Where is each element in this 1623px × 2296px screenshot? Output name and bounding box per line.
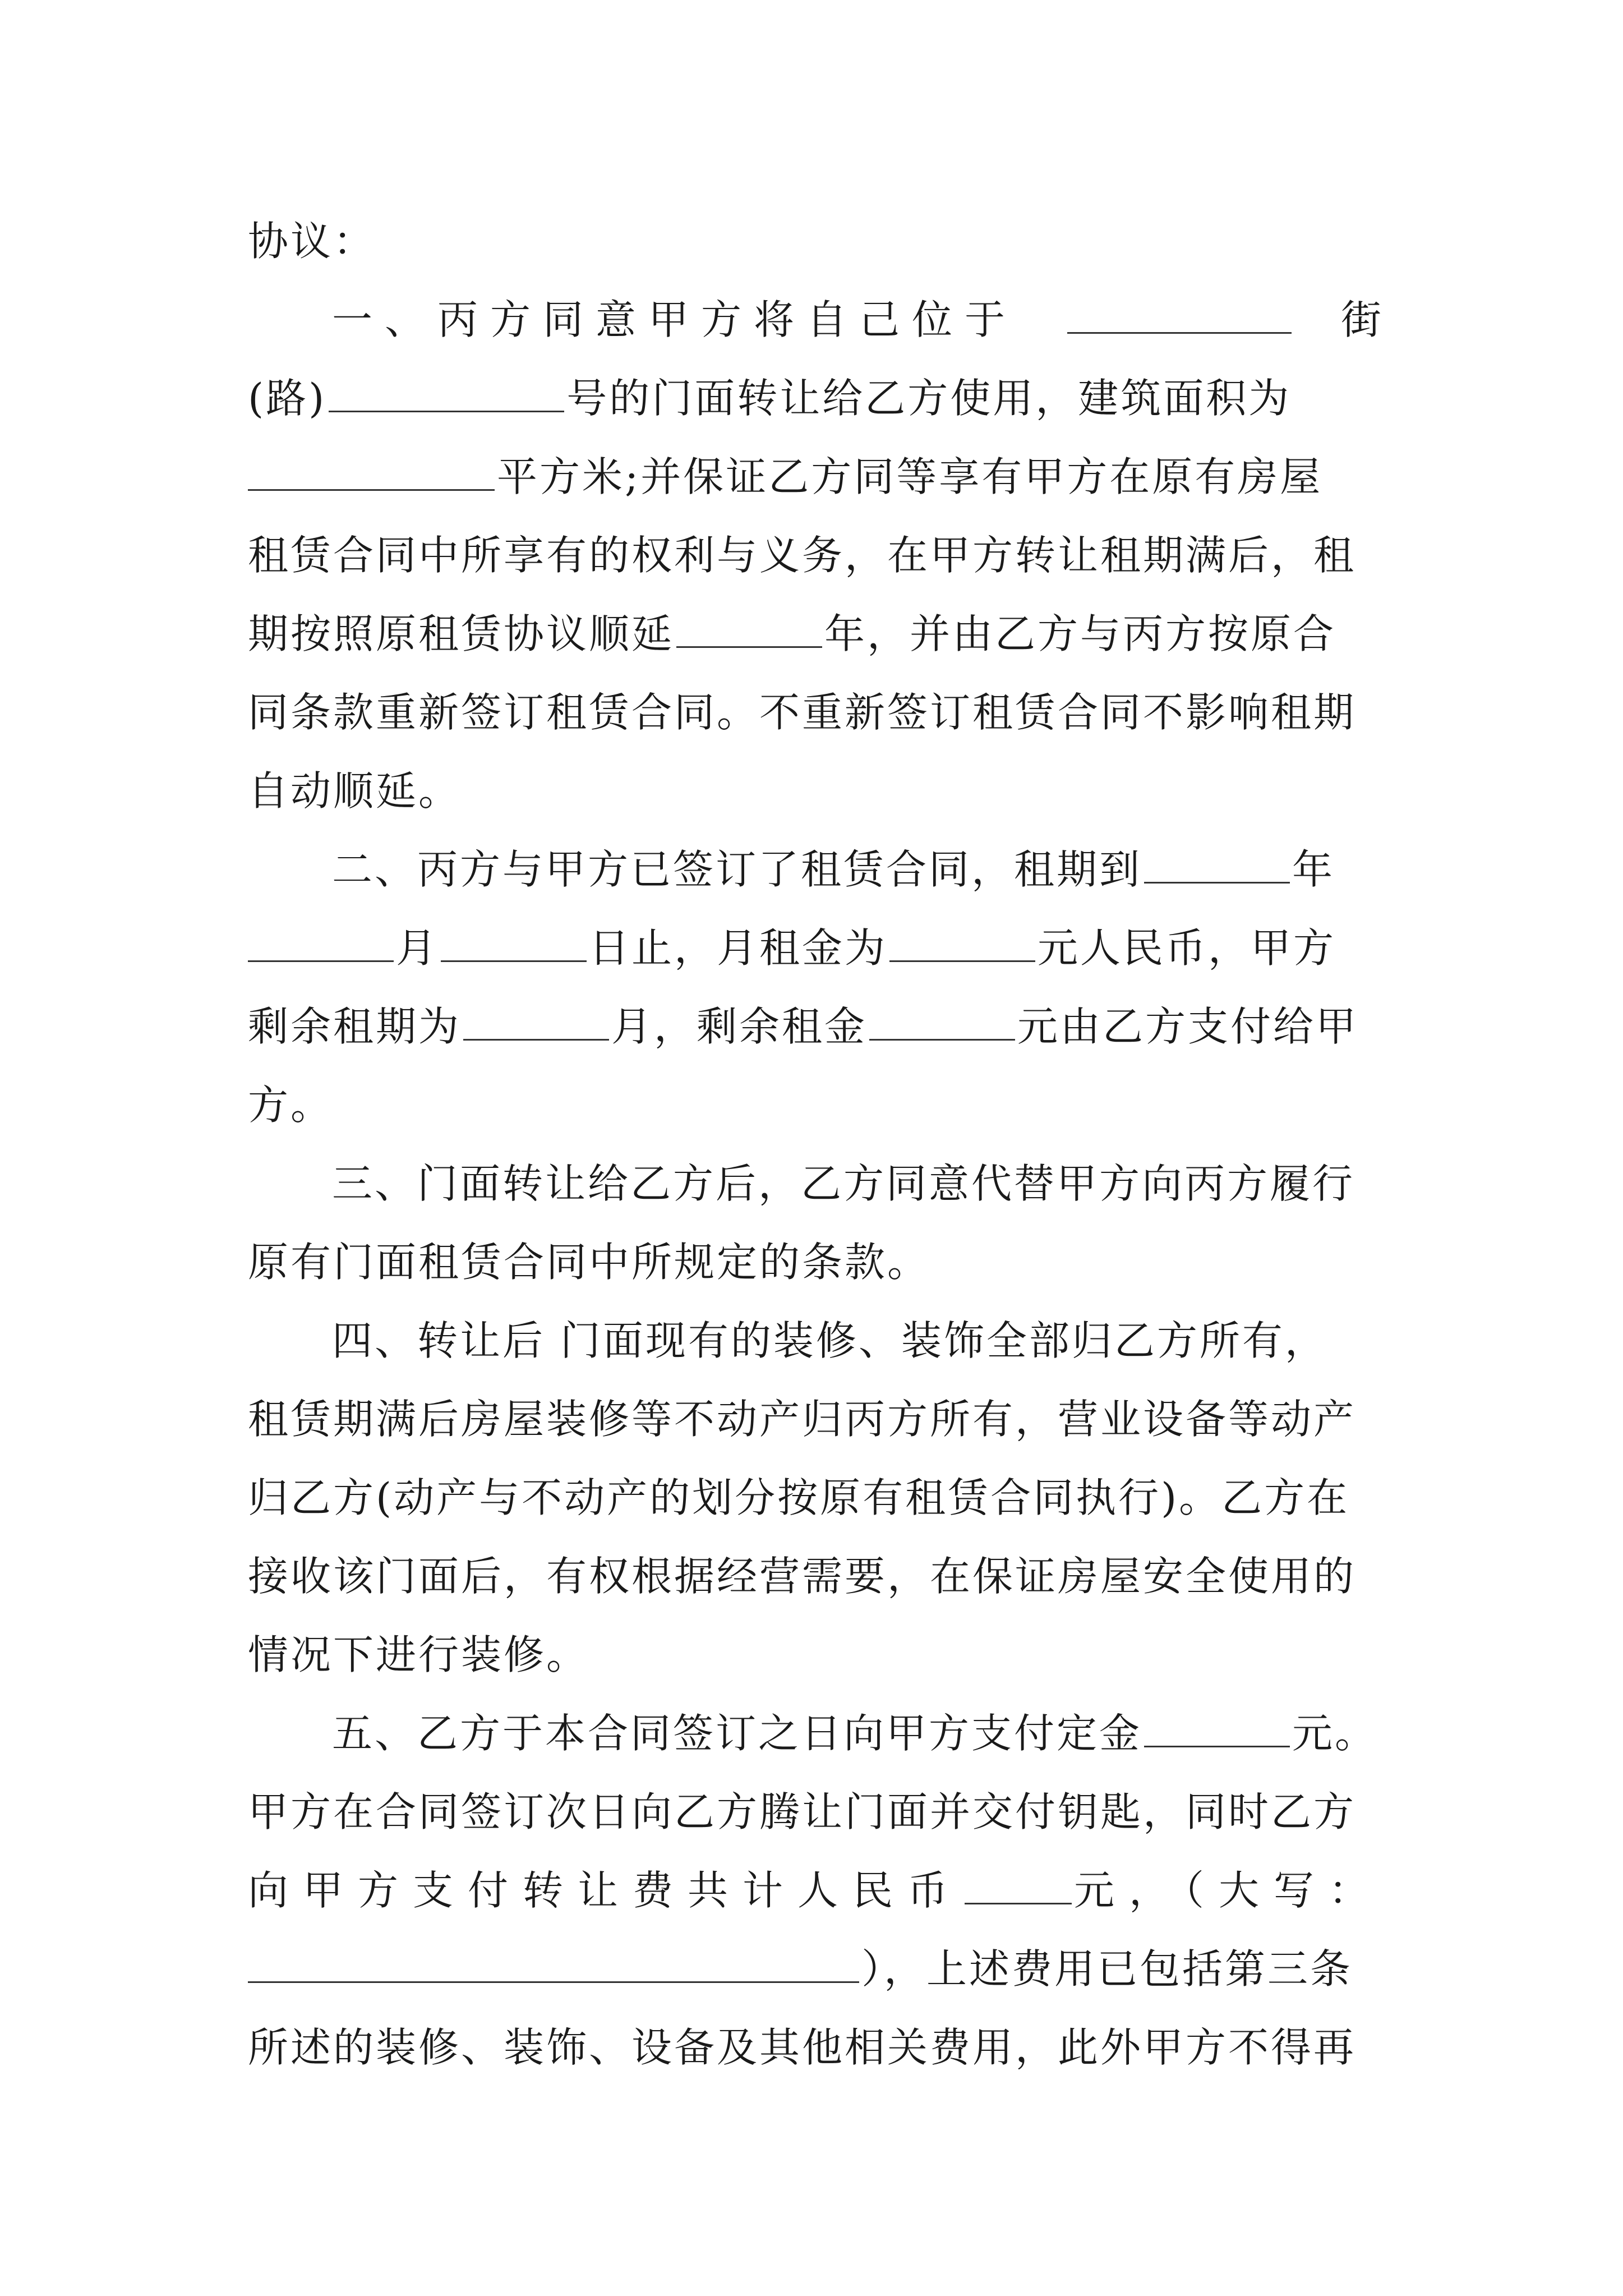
clause1-text: 号的门面转让给乙方使用，建筑面积为: [566, 375, 1292, 422]
clause1-line4: 租赁合同中所享有的权利与义务，在甲方转让租期满后，租: [248, 532, 1357, 579]
clause1-text: 街: [1340, 296, 1384, 343]
clause2-line3: [248, 987, 1384, 1066]
clause2-text: 日止，月租金为: [589, 924, 888, 972]
clause5-text: 向甲方支付转让费共计人民币: [248, 1867, 963, 1914]
clause4-line3: 归乙方(动产与不动产的划分按原有租赁合同执行)。乙方在: [248, 1474, 1350, 1521]
extension-years-blank: [676, 610, 822, 648]
clause5-text: ），上述费用已包括第三条: [861, 1945, 1353, 1993]
clause5-line4: [248, 1930, 1384, 2008]
clause2-text: 月: [396, 924, 439, 972]
street-blank: [1067, 296, 1292, 334]
clause1-line1: [248, 280, 1384, 359]
heading: 协议：: [248, 218, 376, 265]
clause3-line2: 原有门面租赁合同中所规定的条款。: [248, 1239, 930, 1286]
clause1-text: 期按照原租赁协议顺延: [248, 610, 675, 657]
clause4-line1: 四、转让后 门面现有的装修、装饰全部归乙方所有，: [332, 1317, 1327, 1364]
clause2-line2: [248, 909, 1384, 987]
remaining-rent-blank: [869, 1003, 1015, 1041]
clause1-text: 年，并由乙方与丙方按原合: [824, 610, 1336, 657]
clause5-line2: 甲方在合同签订次日向乙方腾让门面并交付钥匙，同时乙方: [248, 1788, 1357, 1835]
clause2-text: 剩余租期为: [248, 1003, 462, 1050]
clause2-line1: [248, 830, 1384, 909]
clause1-line7: 自动顺延。: [248, 767, 462, 815]
clause1-line5: [248, 595, 1384, 673]
clause2-text: 二、丙方与甲方已签订了租赁合同，租期到: [332, 846, 1142, 893]
clause2-line4: 方。: [248, 1082, 334, 1129]
clause1-line3: [248, 438, 1384, 516]
clause5-line5: 所述的装修、装饰、设备及其他相关费用，此外甲方不得再: [248, 2024, 1357, 2071]
clause2-text: 元由乙方支付给甲: [1017, 1003, 1359, 1050]
clause5-text: 元。: [1292, 1710, 1378, 1757]
lease-end-year-blank: [1144, 846, 1290, 884]
lease-end-day-blank: [441, 924, 587, 962]
lease-end-month-blank: [248, 924, 394, 962]
clause1-text: (路): [248, 375, 327, 422]
clause1-text: 平方米;并保证乙方同等享有甲方在原有房屋: [497, 453, 1323, 500]
clause3-line1: 三、门面转让给乙方后，乙方同意代替甲方向丙方履行: [332, 1160, 1355, 1207]
clause5-text: 元，（大写：: [1073, 1867, 1384, 1914]
contract-body: [248, 202, 1384, 2087]
clause5-line3: [248, 1851, 1384, 1930]
clause2-text: 月，剩余租金: [611, 1003, 868, 1050]
clause4-line5: 情况下进行装修。: [248, 1631, 589, 1678]
clause1-line2: [248, 359, 1384, 438]
clause2-text: 元人民币，甲方: [1038, 924, 1336, 972]
road-number-blank: [329, 375, 564, 412]
remaining-months-blank: [463, 1003, 609, 1041]
clause1-text: 一、丙方同意甲方将自己位于: [332, 296, 1018, 343]
area-blank: [248, 453, 495, 491]
clause4-line4: 接收该门面后，有权根据经营需要，在保证房屋安全使用的: [248, 1553, 1357, 1600]
clause1-line6: 同条款重新签订租赁合同。不重新签订租赁合同不影响租期: [248, 689, 1357, 736]
deposit-blank: [1144, 1710, 1290, 1747]
clause4-line2: 租赁期满后房屋装修等不动产归丙方所有，营业设备等动产: [248, 1396, 1357, 1443]
clause5-text: 五、乙方于本合同签订之日向甲方支付定金: [332, 1710, 1142, 1757]
transfer-fee-blank: [965, 1867, 1072, 1904]
monthly-rent-blank: [889, 924, 1035, 962]
clause5-line1: [248, 1694, 1384, 1773]
clause2-text: 年: [1292, 846, 1335, 893]
amount-in-words-blank: [248, 1945, 859, 1983]
